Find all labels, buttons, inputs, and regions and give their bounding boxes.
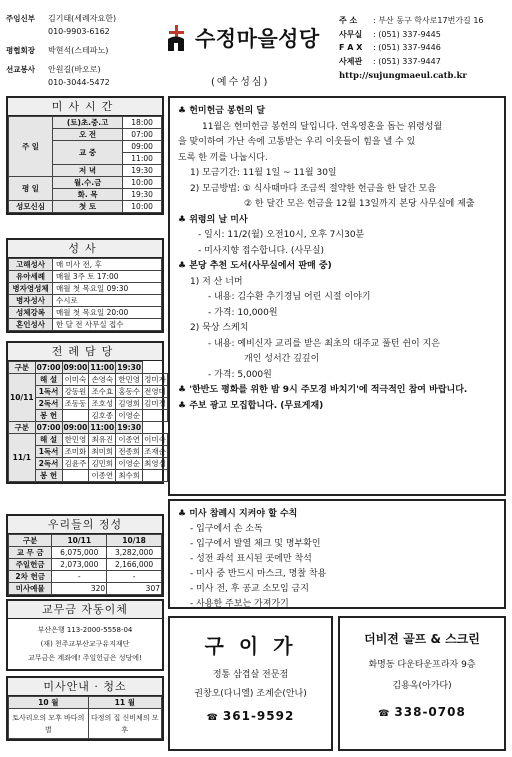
offering-amount: - [107,571,162,583]
website-link[interactable]: http://sujungmaeul.catb.kr [339,71,467,81]
ministry-person: 김미정 [144,399,166,408]
staff-name: 안원길(바오로) [48,65,101,74]
ministry-person: 김영희 [116,398,143,410]
mass-time: 11:00 [123,153,162,165]
ministry-person: 강동원 [62,386,89,398]
contact-label: F A X [339,43,363,52]
ministry-header: 09:00 [63,363,88,372]
church-cross-icon [166,24,190,52]
ministry-person: 손영숙 [89,374,116,386]
contact-label: 사제관 [339,56,363,66]
left-column [6,96,166,751]
ministry-title: 전례담당 [8,343,162,361]
cleaning-month: 11 월 [88,697,161,709]
notice-line: 11월은 헌미헌금 봉헌의 달입니다. 연옥영혼을 돕는 위령성월 [202,121,443,132]
ad-title: 더비젼 골프 & 스크린 [364,632,480,646]
notice-line: - 내용: 김수환 추기경님 어린 시절 이야기 [208,292,371,302]
notice-line: 2) 묵상 스케치 [190,323,249,333]
staff-list [6,12,166,89]
mass-time-label: 화. 목 [53,189,123,201]
notices-box [168,96,506,496]
offering-amount: 2,073,000 [52,559,107,571]
offering-summary [6,514,164,597]
rule-item: - 입구에서 발열 체크 및 명부확인 [190,539,321,549]
ministry-person: 김윤주 [62,458,89,470]
offering-header: 10/18 [107,535,162,547]
mass-time: 19:30 [123,189,162,201]
sacrament-info: 매월 첫 목요일 20:00 [53,307,162,319]
ministry-person: 이종연 [116,434,143,446]
offering-amount: - [52,571,107,583]
ad-restaurant [168,616,333,751]
ministry-person: 이종연 [89,470,116,482]
contact-value: : (051) 337-9445 [373,29,441,39]
mass-time-label: 오 전 [53,129,123,141]
auto-transfer [6,599,164,671]
offering-type: 미사예물 [9,583,52,595]
mass-time: 10:00 [123,201,162,213]
ministry-person: 조수효 [89,386,116,398]
ministry-person [143,410,168,422]
ministry-table [8,361,168,482]
notices-list [170,98,504,420]
notice-line: - 일시: 11/2(월) 오전10시, 오후 7시30분 [198,230,365,240]
offering-header: 구분 [9,535,52,547]
notice-line: - 가격: 5,000원 [208,369,272,380]
offering-amount: 3,282,000 [107,547,162,559]
ministry-header: 07:00 [36,363,61,372]
contact-info [339,14,506,84]
staff-role: 선교봉사 [6,65,35,74]
cleaning-group: 다정의 집 신비체의 모후 [88,709,161,739]
sacraments-title: 성사 [8,240,162,258]
sacrament-name: 유아세례 [9,271,53,283]
notice-line: 도록 한 끼를 나눕시다. [178,152,268,163]
cleaning-group: 토사리오의 모후 바다의 별 [9,709,89,739]
ad-owners: 김용옥(아가다) [392,681,452,691]
contact-value: : (051) 337-9447 [373,56,441,66]
ad-subtitle: 화명동 다운타운프라자 9층 [368,660,476,670]
ministry-person: 최수희 [116,470,143,482]
notice-line: ♣ 주보 광고 모집합니다. (무료게재) [178,400,324,411]
bank-account: 부산은행 113-2000-5558-04 [37,626,133,634]
offering-type: 교 무 금 [9,547,52,559]
staff-role: 주임신부 [6,14,35,23]
ministry-role: 해 설 [35,434,62,446]
notice-line: 을 맞이하여 가난 속에 고통받는 우리 이웃들이 힘을 낼 수 있 [178,137,416,147]
ministry-person: 김호종 [89,410,116,422]
ministry-person: 조동동 [62,398,89,410]
parish-motto: (예수성심) [211,77,270,88]
mass-day: 성모신심 [9,201,53,213]
sacrament-info: 수시로 [53,295,162,307]
ministry-header: 11:00 [90,363,115,372]
sacrament-info: 매월 첫 목요일 09:30 [53,283,162,295]
contact-value: : 부산 동구 학사로17번가길 16 [373,16,484,25]
rule-item: - 입구에서 손 소독 [190,524,263,534]
mass-time: 07:00 [123,129,162,141]
ministry-person [143,470,168,482]
rules-title: ♣ 미사 참례시 지켜야 할 수칙 [178,509,298,519]
mass-day: 평 일 [9,177,53,201]
ad-phone: 338-0708 [394,705,466,719]
parish-logo [166,20,336,56]
notice-line: ♣ 헌미헌금 봉헌의 달 [178,106,266,116]
cleaning-month: 10 월 [9,697,89,709]
ad-golf [338,616,506,751]
offering-type: 주일헌금 [9,559,52,571]
sacrament-name: 성체강복 [9,307,53,319]
ad-title: 구 이 가 [204,634,297,658]
mass-time-label: (토)초.중.고 [53,117,123,129]
mass-day: 주 일 [9,117,53,177]
ministry-role: 봉 헌 [35,470,62,482]
right-column [168,96,506,751]
ministry-schedule [6,341,164,484]
sacrament-info: 한 달 전 사무실 접수 [53,319,162,331]
mass-time-label: 교 중 [53,141,123,165]
auto-transfer-title: 교무금 자동이체 [8,601,162,619]
mass-time: 19:30 [123,165,162,177]
mass-rules-box [168,499,506,609]
ministry-role: 2독서 [35,458,62,470]
offering-header: 10/11 [52,535,107,547]
sacrament-name: 고해성사 [9,259,53,271]
parish-title: 수정마을성당 [195,27,320,51]
notice-line: ② 한 달간 모은 헌금을 12월 13일까지 본당 사무실에 제출 [244,199,475,209]
notice-line: 1) 모금기간: 11월 1일 ~ 11월 30일 [190,168,337,178]
ministry-role: 1독서 [35,386,62,398]
ministry-person: 이영순 [116,458,143,470]
contact-label: 사무실 [339,29,363,39]
contact-label: 주 소 [339,16,358,25]
ministry-person: 이미숙 [62,374,89,386]
ministry-person: 전영미 [144,387,166,396]
mass-time: 10:00 [123,177,162,189]
ministry-person: 최미희 [89,446,116,458]
mass-schedule-title: 미사시간 [8,98,162,116]
notice-line: ♣ 위령의 날 미사 [178,214,248,225]
ministry-header: 19:30 [117,363,142,372]
offering-amount: 320 [52,583,107,595]
ministry-person: 조미화 [62,446,89,458]
staff-role: 평협회장 [6,46,35,55]
staff-phone: 010-9903-6162 [48,27,110,36]
ministry-person: 최유진 [89,434,116,446]
notice-line: - 가격: 10,000원 [208,307,278,318]
mass-time: 18:00 [123,117,162,129]
notice-line: ♣ '한반도 평화를 위한 밤 9시 주모경 바치기'에 적극적인 참여 바랍니다. [178,385,468,395]
rule-item: - 성전 좌석 표시된 곳에만 착석 [190,554,312,564]
account-holder: (재) 천주교부산교구유지재단 [40,640,130,648]
mass-time-label: 저 녁 [53,165,123,177]
sacrament-name: 병자성사 [9,295,53,307]
ministry-person: 홍동수 [116,386,143,398]
ministry-role: 해 설 [35,374,62,386]
staff-phone: 010-3044-5472 [48,78,110,87]
sacrament-name: 혼인성사 [9,319,53,331]
ministry-person [62,470,89,482]
ministry-header: 07:00 [36,423,61,432]
ministry-person: 전종희 [116,446,143,458]
ministry-person [62,410,89,422]
staff-name: 김기태(세례자요한) [48,14,117,23]
phone-icon: ☎ [378,709,391,719]
ad-owners: 권창오(다니엘) 조계순(안나) [194,689,307,699]
mass-time-label: 첫 토 [53,201,123,213]
notice-line: - 내용: 예비신자 교리를 받은 최초의 대주교 풀턴 쉰이 지은 [208,338,440,349]
ministry-person: 김민희 [89,458,116,470]
ministry-header: 구분 [9,362,36,374]
phone-icon: ☎ [206,713,219,723]
offering-amount: 6,075,000 [52,547,107,559]
sacraments [6,238,164,333]
ministry-person: 정미자 [144,375,166,384]
ad-phone: 361-9592 [222,709,295,723]
ministry-header: 11:00 [90,423,115,432]
offering-type: 2차 헌금 [9,571,52,583]
rule-item: - 미사 전, 후 공교 소모임 금지 [190,584,309,594]
offering-amount: 307 [107,583,162,595]
ministry-person: 한민영 [62,434,89,446]
notice-line: 2) 모금방법: ① 식사때마다 조금씩 절약한 헌금을 한 달간 모음 [190,183,437,194]
rule-item: - 사용한 주보는 가져가기 [190,599,289,609]
sacrament-info: 매 미사 전, 후 [53,259,162,271]
notice-line: 개인 성서간 깊깊이 [244,354,320,364]
sacrament-name: 병자영성체 [9,283,53,295]
bulletin-page [6,6,506,751]
notice-line: 1) 저 산 너머 [190,276,243,287]
cleaning-title: 미사안내 · 청소 [8,678,162,696]
ministry-header: 구분 [9,422,36,434]
contact-value: : (051) 337-9446 [373,43,441,52]
sacrament-info: 매월 3주 토 17:00 [53,271,162,283]
ministry-person: 조호성 [89,398,116,410]
mass-schedule [6,96,164,215]
ministry-header: 09:00 [63,423,88,432]
ministry-role: 2독서 [35,398,62,410]
ministry-person: 최영심 [144,459,166,468]
rule-item: - 미사 중 반드시 마스크, 명찰 착용 [190,569,327,579]
offering-amount: 2,166,000 [107,559,162,571]
ministry-person: 조재순 [144,447,166,456]
ministry-role: 봉 헌 [35,410,62,422]
ministry-role: 1독서 [35,446,62,458]
transfer-note: 교무금은 계좌에! 주일헌금은 성당에! [28,654,142,662]
staff-name: 박현석(스테파노) [48,46,109,55]
ministry-person: 한민영 [116,374,143,386]
ad-subtitle: 정통 삼겹살 전문점 [212,670,289,680]
ministry-date: 11/1 [9,434,36,482]
header [6,6,506,96]
cleaning-schedule [6,676,164,741]
offering-title: 우리들의 정성 [8,516,162,534]
ministry-person: 이미숙 [144,435,166,444]
ministry-date: 10/11 [9,374,36,422]
notice-line: ♣ 본당 추천 도서(사무실에서 판매 중) [178,261,332,271]
mass-time-label: 월.수.금 [53,177,123,189]
ministry-person: 이영순 [116,410,143,422]
mass-time: 09:00 [123,141,162,153]
ministry-header: 19:30 [117,423,142,432]
notice-line: - 미사지향 접수합니다. (사무실) [198,245,325,256]
